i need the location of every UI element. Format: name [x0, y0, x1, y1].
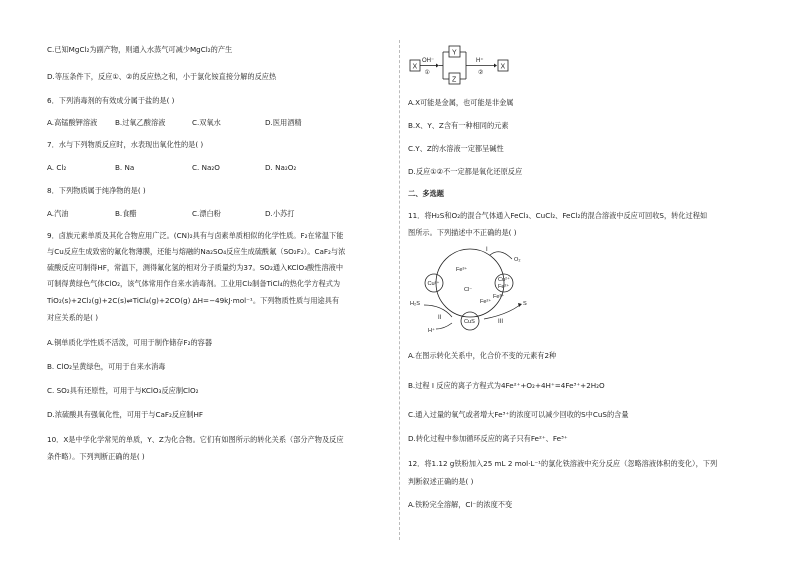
fe3-label: Fe³⁺ — [493, 294, 505, 300]
column-divider — [399, 40, 400, 540]
q8-option-b: B.食醋 — [115, 209, 137, 218]
q11-line-1: 11．将H₂S和O₂的混合气体通入FeCl₃、CuCl₂、FeCl₂的混合溶液中反应可回收S，转化过程如 — [408, 211, 708, 220]
q8-option-d: D.小苏打 — [265, 209, 295, 218]
q11-option-c: C.通入过量的氧气或者增大Fe³⁺的浓度可以减少回收的S中CuS的含量 — [408, 410, 629, 419]
scheme-step-1: ① — [424, 70, 430, 76]
scheme-z-label: Z — [452, 76, 457, 84]
h2s-label: H₂S — [410, 301, 420, 307]
scheme-arrowhead-1 — [436, 64, 439, 68]
q12-line-2: 判断叙述正确的是( ) — [408, 477, 474, 486]
q8-option-c: C.漂白粉 — [192, 209, 221, 218]
q9-option-c: C. SO₂具有还原性，可用于与KClO₃反应制ClO₂ — [47, 386, 199, 395]
scheme-x-label: X — [412, 63, 418, 71]
q9-line-1: 9．卤族元素单质及其化合物应用广泛。(CN)₂具有与卤素单质相似的化学性质。F₂在常温下能 — [47, 231, 344, 240]
scheme-arrowhead-2 — [494, 64, 497, 68]
hplus-arrow — [436, 323, 452, 329]
q7-option-c: C. Na₂O — [192, 163, 220, 172]
scheme-oh-label: OH⁻ — [422, 58, 435, 64]
q9-line-6: 对应关系的是( ) — [47, 313, 99, 322]
hplus-label: H⁺ — [428, 328, 435, 334]
q9-option-b: B. ClO₂呈黄绿色，可用于自来水消毒 — [47, 362, 166, 371]
q8-option-a: A.汽油 — [47, 209, 69, 218]
cycle-outer-circle — [436, 249, 504, 317]
scheme-x-product-label: X — [500, 63, 506, 71]
o2-label: O₂ — [514, 257, 521, 263]
q8-stem: 8．下列物质属于纯净物的是( ) — [47, 186, 146, 195]
q11-option-a: A.在图示转化关系中，化合价不变的元素有2种 — [408, 351, 557, 360]
cycle-diagram — [408, 243, 538, 341]
q6-option-d: D.医用酒精 — [265, 118, 302, 127]
q9-line-3: 硫酸反应可制得HF，常温下，测得氟化氢的相对分子质量约为37。SO₂通入KClO₃酸性溶液中 — [47, 263, 344, 272]
q11-option-d: D.转化过程中参加循环反应的离子只有Fe²⁺、Fe³⁺ — [408, 434, 568, 443]
cufe-label-2: Fe²⁺ — [498, 284, 510, 290]
q11-option-b: B.过程 I 反应的离子方程式为4Fe²⁺+O₂+4H⁺=4Fe³⁺+2H₂O — [408, 381, 605, 390]
q6-option-b: B.过氧乙酸溶液 — [115, 118, 166, 127]
s-label: S — [523, 301, 527, 307]
q6-option-a: A.高锰酸钾溶液 — [47, 118, 98, 127]
section-heading: 二、多选题 — [408, 189, 444, 198]
q10-option-a: A.X可能是金属，也可能是非金属 — [408, 98, 514, 107]
q9-option-a: A.铜单质化学性质不活泼，可用于制作储存F₂的容器 — [47, 338, 213, 347]
conversion-scheme-diagram — [408, 44, 518, 86]
q12-option-a: A.铁粉完全溶解，Cl⁻的浓度不变 — [408, 500, 513, 509]
scheme-hplus-label: H⁺ — [476, 58, 484, 64]
s-arrow — [484, 305, 520, 319]
scheme-y-label: Y — [452, 49, 457, 57]
q5-option-c: C.已知MgCl₂为副产物，则通入水蒸气可减少MgCl₂的产生 — [47, 45, 233, 54]
fe-top-label: Fe³⁺ — [456, 267, 468, 273]
cufe-label-1: Cu²⁺ — [498, 277, 510, 283]
q7-stem: 7．水与下列物质反应时，水表现出氧化性的是( ) — [47, 140, 204, 149]
q7-option-b: B. Na — [115, 163, 135, 172]
q7-option-d: D. Na₂O₂ — [265, 163, 297, 172]
q9-option-d: D.浓硫酸具有强氧化性，可用于与CaF₂反应制HF — [47, 410, 203, 419]
q10-line-2: 条件略）。下列判断正确的是( ) — [47, 452, 145, 461]
q10-option-d: D.反应①②不一定都是氧化还原反应 — [408, 167, 523, 176]
q10-line-1: 10．X是中学化学常见的单质，Y、Z为化合物。它们有如图所示的转化关系（部分产物及反应 — [47, 435, 344, 444]
fe2-label: Fe²⁺ — [480, 299, 492, 305]
q10-option-b: B.X、Y、Z含有一种相同的元素 — [408, 121, 509, 130]
cl-label: Cl⁻ — [464, 287, 473, 293]
scheme-step-2: ② — [478, 70, 484, 76]
q9-line-4: 可制得黄绿色气体ClO₂，该气体常用作自来水消毒剂。工业用Cl₂制备TiCl₄的热化学方程式为 — [47, 279, 341, 288]
cus-label: CuS — [464, 319, 475, 325]
q10-option-c: C.Y、Z的水溶液一定都呈碱性 — [408, 144, 504, 153]
q7-option-a: A. Cl₂ — [47, 163, 67, 172]
q11-line-2: 图所示。下列描述中不正确的是( ) — [408, 228, 517, 237]
step-i-label: I — [486, 247, 488, 253]
q6-option-c: C.双氧水 — [192, 118, 221, 127]
step-ii-label: II — [438, 315, 442, 321]
step-iii-label: III — [498, 319, 504, 325]
q12-line-1: 12．将1.12 g铁粉加入25 mL 2 mol·L⁻¹的氯化铁溶液中充分反应（忽略溶液体积的变化），下列 — [408, 459, 718, 468]
q5-option-d: D.等压条件下，反应①、②的反应热之和，小于氯化铵直接分解的反应热 — [47, 72, 277, 81]
cu-label: Cu²⁺ — [427, 281, 440, 287]
q6-stem: 6．下列消毒剂的有效成分属于盐的是( ) — [47, 96, 175, 105]
q9-line-5: TiO₂(s)+2Cl₂(g)+2C(s)⇌TiCl₄(g)+2CO(g) ΔH=−49kJ·mol⁻¹。下列物质性质与用途具有 — [47, 296, 340, 305]
q9-line-2: 与Cu反应生成致密的氟化物薄膜，还能与熔融的Na₂SO₄反应生成硫酰氟（SO₂F₂）。CaF₂与浓 — [47, 247, 346, 256]
